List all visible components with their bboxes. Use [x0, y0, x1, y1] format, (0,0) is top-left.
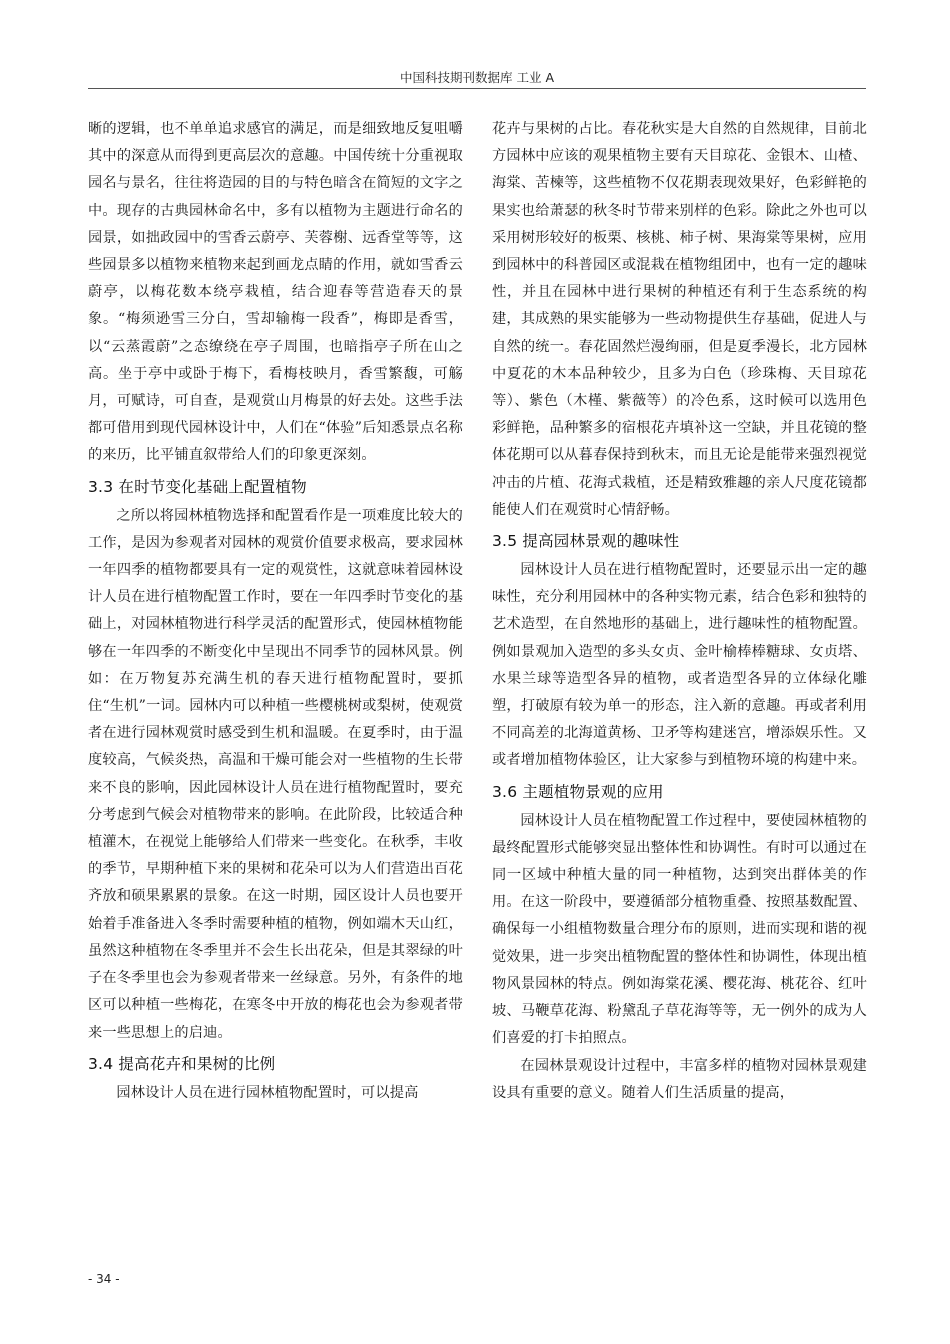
journal-header: 中国科技期刊数据库 工业 A — [400, 70, 554, 85]
header-rule — [88, 88, 866, 89]
section-heading-3-3: 3.3 在时节变化基础上配置植物 — [88, 477, 307, 496]
section-heading-3-6: 3.6 主题植物景观的应用 — [492, 782, 664, 801]
page-number: - 34 - — [88, 1272, 120, 1286]
section-heading-3-5: 3.5 提高园林景观的趣味性 — [492, 532, 680, 551]
paragraph: 之所以将园林植物选择和配置看作是一项难度比较大的工作，是因为参观者对园林的观赏价值要求极高，要求园林一年四季的植物都要具有一定的观赏性，这就意味着园林设计人员在进行植物配置工作时，要在一年四季时节变化的基础上，对园林植物进行科学灵活的配置形式，使园林植物能够在一年四季的不断变化中呈现出不同季节的园林风景。例如：在万物复苏充满生机的春天进行植物配置时，要抓住“生机”一词。园林内可以种植一些樱桃树或梨树，使观赏者在进行园林观赏时感受到生机和温暖。在夏季时，由于温度较高，气候炎热，高温和干燥可能会对一些植物的生长带来不良的影响，因此园林设计人员在进行植物配置时，要充分考虑到气候会对植物带来的影响。在此阶段，比较适合种植灌木，在视觉上能够给人们带来一些变化。在秋季，丰收的季节，早期种植下来的果树和花朵可以为人们营造出百花齐放和硕果累累的景象。在这一时期，园区设计人员也要开始着手准备进入冬季时需要种植的植物，例如端木天山红，虽然这种植物在冬季里并不会生长出花朵，但是其翠绿的叶子在冬季里也会为参观者带来一丝绿意。另外，有条件的地区可以种植一些梅花，在寒冬中开放的梅花也会为参观者带来一些思想上的启迪。 — [88, 507, 463, 1041]
right-column — [492, 116, 867, 1107]
paragraph: 园林设计人员在植物配置工作过程中，要使园林植物的最终配置形式能够突显出整体性和协调性。有时可以通过在同一区域中种植大量的同一种植物，达到突出群体美的作用。在这一阶段中，要遵循部分植物重叠、按照基数配置、确保每一小组植物数量合理分布的原则，进而实现和谐的视觉效果，进一步突出植物配置的整体性和协调性，体现出植物风景园林的特点。例如海棠花溪、樱花海、桃花谷、红叶坡、马鞭草花海、粉黛乱子草花海等等，无一例外的成为人们喜爱的打卡拍照点。 — [492, 812, 867, 1047]
paragraph: 在园林景观设计过程中，丰富多样的植物对园林景观建设具有重要的意义。随着人们生活质量的提高， — [492, 1057, 867, 1101]
paragraph: 晰的逻辑，也不单单追求感官的满足，而是细致地反复咀嚼其中的深意从而得到更高层次的意趣。中国传统十分重视取园名与景名，往往将造园的目的与特色暗含在简短的文字之中。现存的古典园林命名中，多有以植物为主题进行命名的园景，如拙政园中的雪香云蔚亭、芙蓉榭、远香堂等等，这些园景多以植物来植物来起到画龙点睛的作用，就如雪香云蔚亭，以梅花数本绕亭栽植，结合迎春等营造春天的景象。“梅须逊雪三分白，雪却输梅一段香”，梅即是香雪，以“云蒸霞蔚”之态缭绕在亭子周围，也暗指亭子所在山之高。坐于亭中或卧于梅下，看梅枝映月，香雪繁馥，可觞月，可赋诗，可自查，是观赏山月梅景的好去处。这些手法都可借用到现代园林设计中，人们在“体验”后知悉景点名称的来历，比平铺直叙带给人们的印象更深刻。 — [88, 121, 463, 464]
left-column — [88, 116, 463, 1107]
paragraph: 花卉与果树的占比。春花秋实是大自然的自然规律，目前北方园林中应该的观果植物主要有天目琼花、金银木、山楂、海棠、苦楝等，这些植物不仅花期表现效果好，色彩鲜艳的果实也给萧瑟的秋冬时节带来别样的色彩。除此之外也可以采用树形较好的板栗、核桃、柿子树、果海棠等果树，应用到园林中的科普园区或混栽在植物组团中，也有一定的趣味性，并且在园林中进行果树的种植还有利于生态系统的构建，其成熟的果实能够为一些动物提供生存基础，促进人与自然的统一。春花固然烂漫绚丽，但是夏季漫长，北方园林中夏花的木本品种较少，且多为白色（珍珠梅、天目琼花等）、紫色（木槿、紫薇等）的冷色系，这时候可以选用色彩鲜艳，品种繁多的宿根花卉填补这一空缺，并且花镜的整体花期可以从暮春保持到秋末，而且无论是能带来强烈视觉冲击的片植、花海式栽植，还是精致雅趣的亲人尺度花镜都能使人们在观赏时心情舒畅。 — [492, 121, 867, 518]
section-heading-3-4: 3.4 提高花卉和果树的比例 — [88, 1054, 276, 1073]
paragraph: 园林设计人员在进行园林植物配置时，可以提高 — [116, 1084, 419, 1101]
paragraph: 园林设计人员在进行植物配置时，还要显示出一定的趣味性，充分利用园林中的各种实物元素，结合色彩和独特的艺术造型，在自然地形的基础上，进行趣味性的植物配置。例如景观加入造型的多头女贞、金叶榆棒棒糖球、女贞塔、水果兰球等造型各异的植物，或者造型各异的立体绿化雕塑，打破原有较为单一的形态，注入新的意趣。再或者利用不同高差的北海道黄杨、卫矛等构建迷宫，增添娱乐性。又或者增加植物体验区，让大家参与到植物环境的构建中来。 — [492, 562, 867, 769]
